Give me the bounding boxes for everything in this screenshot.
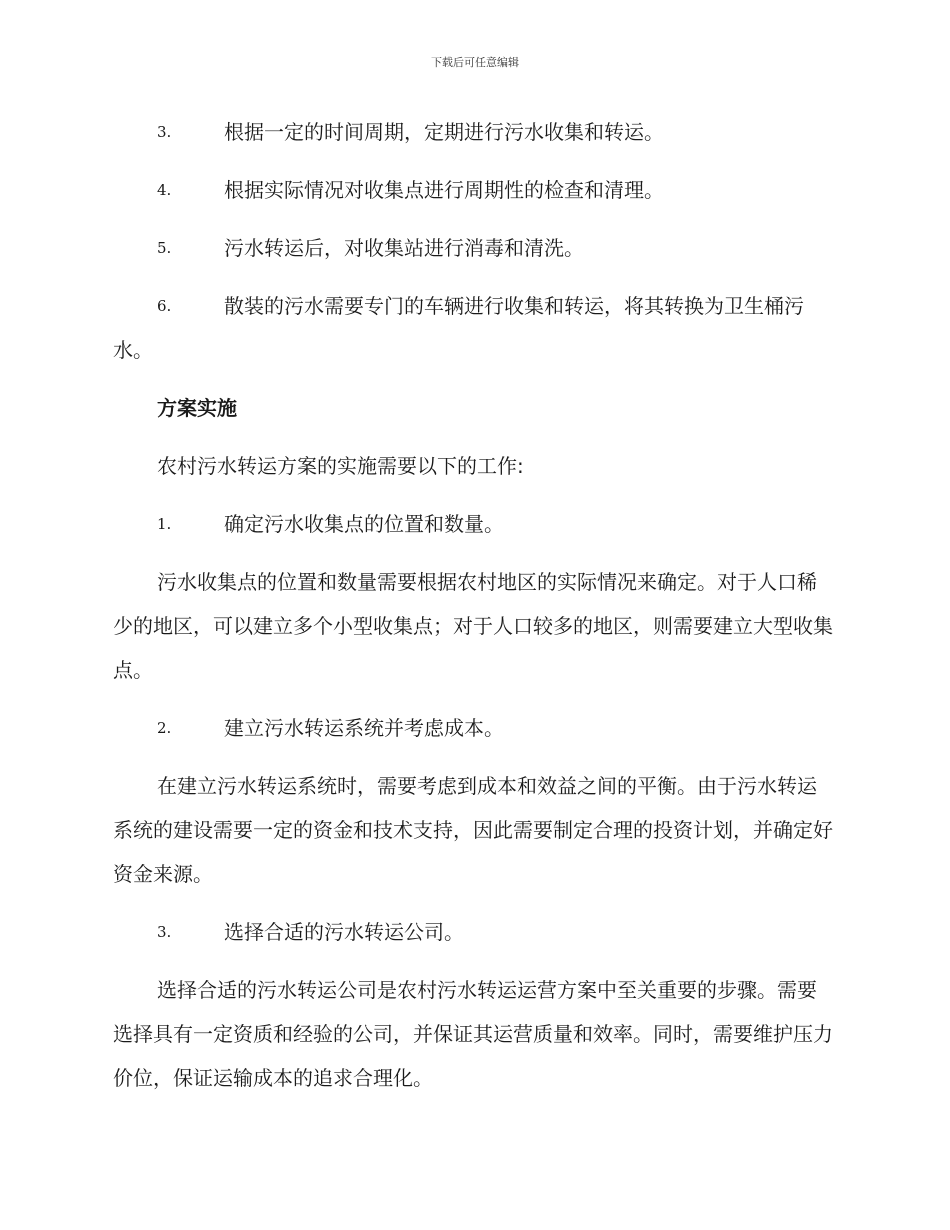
list-number: 3. xyxy=(157,123,172,141)
list-item xyxy=(113,168,835,212)
list-text: 根据实际情况对收集点进行周期性的检查和清理。 xyxy=(224,178,664,202)
list-item xyxy=(113,502,835,546)
body-paragraph: 选择合适的污水转运公司是农村污水转运运营方案中至关重要的步骤。需要选择具有一定资质和经验的公司，并保证其运营质量和效率。同时，需要维护压力价位，保证运输成本的追求合理化。 xyxy=(113,978,833,1090)
list-number: 6. xyxy=(157,297,172,315)
list-item xyxy=(113,910,835,954)
list-number: 3. xyxy=(157,923,172,941)
document-body xyxy=(113,110,835,1114)
section-heading: 方案实施 xyxy=(157,396,237,420)
list-text: 散装的污水需要专门的车辆进行收集和转运，将其转换为卫生桶污水。 xyxy=(113,294,804,362)
list-number: 2. xyxy=(157,719,172,737)
list-item xyxy=(113,110,835,154)
list-text: 选择合适的污水转运公司。 xyxy=(224,920,464,944)
list-item xyxy=(113,226,835,270)
list-text: 根据一定的时间周期，定期进行污水收集和转运。 xyxy=(224,120,664,144)
list-item xyxy=(113,284,835,372)
body-paragraph: 在建立污水转运系统时，需要考虑到成本和效益之间的平衡。由于污水转运系统的建设需要一定的资金和技术支持，因此需要制定合理的投资计划，并确定好资金来源。 xyxy=(113,774,833,886)
intro-paragraph: 农村污水转运方案的实施需要以下的工作: xyxy=(157,454,524,478)
list-number: 1. xyxy=(157,515,172,533)
list-text: 确定污水收集点的位置和数量。 xyxy=(224,512,504,536)
list-text: 污水转运后，对收集站进行消毒和清洗。 xyxy=(224,236,584,260)
list-number: 5. xyxy=(157,239,172,257)
list-number: 4. xyxy=(157,181,172,199)
list-item xyxy=(113,706,835,750)
page-header: 下载后可任意编辑 xyxy=(431,56,519,69)
body-paragraph: 污水收集点的位置和数量需要根据农村地区的实际情况来确定。对于人口稀少的地区，可以建立多个小型收集点；对于人口较多的地区，则需要建立大型收集点。 xyxy=(113,570,833,682)
list-text: 建立污水转运系统并考虑成本。 xyxy=(224,716,504,740)
